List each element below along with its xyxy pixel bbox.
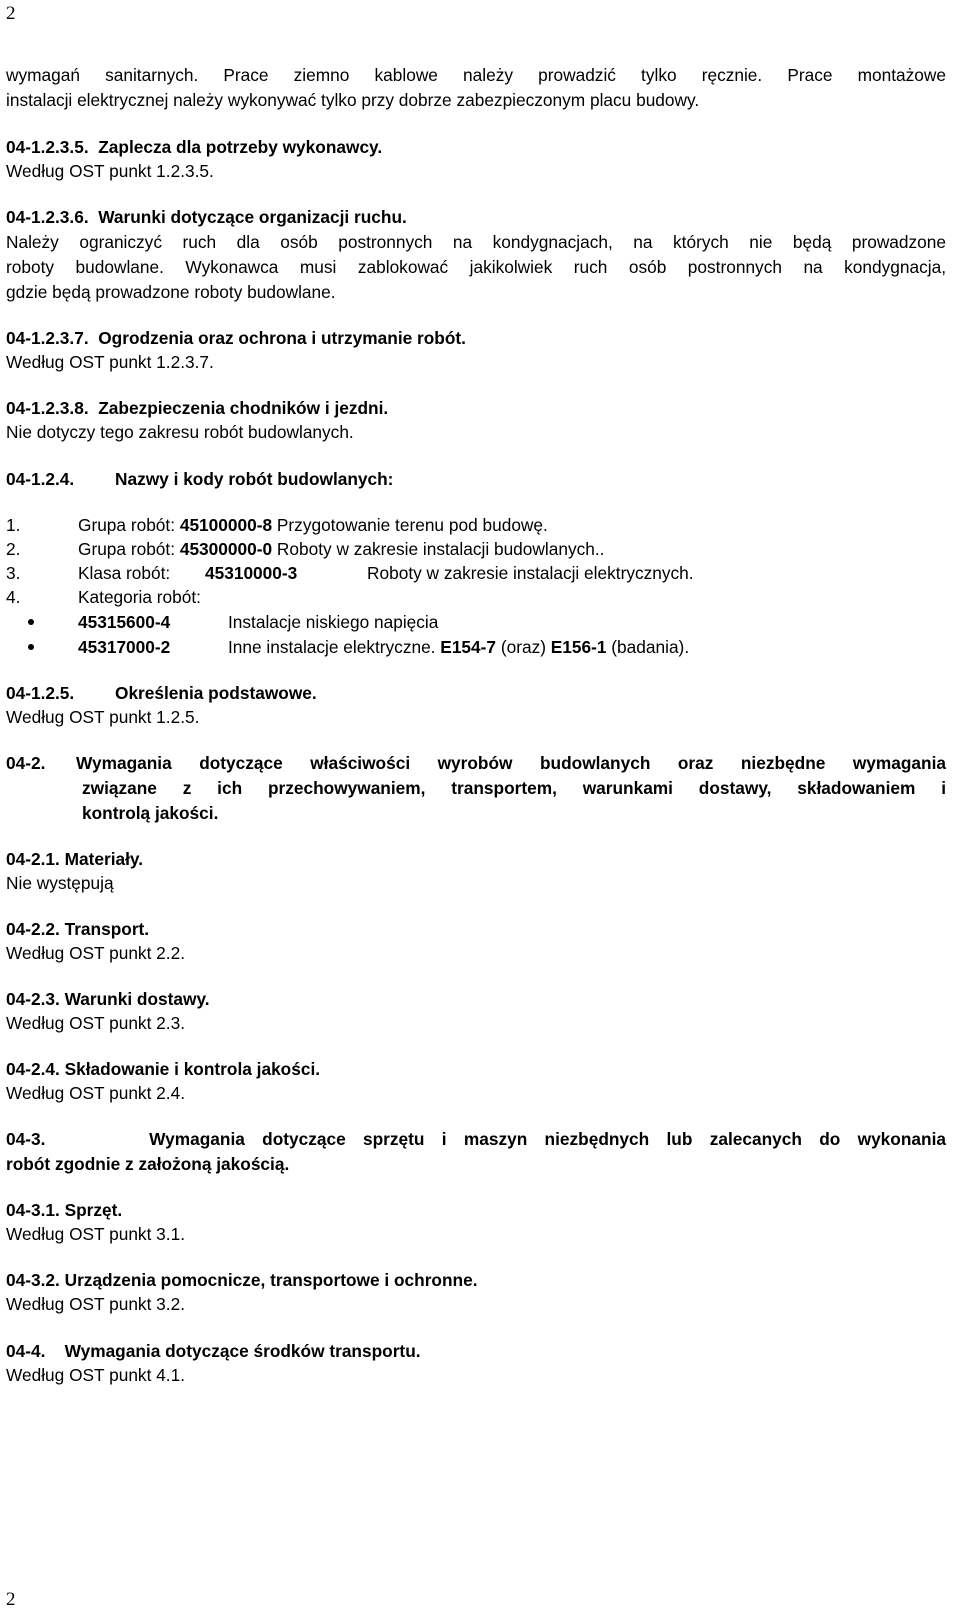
section-title-2-line-1: Wymagania dotyczące właściwości wyrobów budowlanych oraz niezbędne wymagania xyxy=(76,753,946,773)
intro-line-1: wymagań sanitarnych. Prace ziemno kablowe należy prowadzić tylko ręcznie. Prace montażowe xyxy=(6,65,946,85)
page-number-top: 2 xyxy=(6,3,16,24)
section-text-24: Według OST punkt 2.4. xyxy=(6,1083,185,1103)
section-heading-24: 04-2.4. Składowanie i kontrola jakości. xyxy=(6,1059,321,1079)
section-heading-3-line-1: 04-3. Wymagania dotyczące sprzętu i maszyn niezbędnych lub zalecanych do wykonania xyxy=(6,1129,946,1149)
section-text-1236-line-2: roboty budowlane. Wykonawca musi zablokować jakikolwiek ruch osób postronnych na kondygnacja, xyxy=(6,257,946,277)
bullet-code-3: E156-1 xyxy=(550,637,607,657)
section-text-1236-line-1: Należy ograniczyć ruch dla osób postronnych na kondygnacjach, na których nie będą prowadzone xyxy=(6,232,946,252)
section-heading-23: 04-2.3. Warunki dostawy. xyxy=(6,989,210,1009)
bullet-code: 45317000-2 xyxy=(78,637,171,657)
page-number-bottom: 2 xyxy=(6,1589,16,1610)
section-heading-21: 04-2.1. Materiały. xyxy=(6,849,144,869)
bullet-desc: Instalacje niskiego napięcia xyxy=(228,612,439,632)
list-label: Klasa robót: xyxy=(78,563,171,583)
list-number: 4. xyxy=(6,587,21,607)
section-text-1236-line-3: gdzie będą prowadzone roboty budowlane. xyxy=(6,282,336,302)
bullet-code-2: E154-7 xyxy=(440,637,497,657)
section-text-23: Według OST punkt 2.3. xyxy=(6,1013,185,1033)
bullet-desc: Inne instalacje elektryczne. xyxy=(228,637,441,657)
section-heading-1236: 04-1.2.3.6. Warunki dotyczące organizacji ruchu. xyxy=(6,207,407,227)
heading-number: 04-1.2.5. xyxy=(6,683,75,703)
section-text-32: Według OST punkt 3.2. xyxy=(6,1294,185,1314)
heading-number: 04-2. xyxy=(6,753,46,773)
list-code: 45300000-0 xyxy=(179,539,273,559)
section-heading-1235: 04-1.2.3.5. Zaplecza dla potrzeby wykonawcy. xyxy=(6,137,383,157)
section-text-1237: Według OST punkt 1.2.3.7. xyxy=(6,352,214,372)
list-desc: Przygotowanie terenu pod budowę. xyxy=(272,515,548,535)
section-heading-22: 04-2.2. Transport. xyxy=(6,919,150,939)
section-text-31: Według OST punkt 3.1. xyxy=(6,1224,185,1244)
heading-number: 04-1.2.4. xyxy=(6,469,75,489)
bullet-icon xyxy=(28,619,34,625)
section-text-22: Według OST punkt 2.2. xyxy=(6,943,185,963)
heading-title: Nazwy i kody robót budowlanych: xyxy=(115,469,394,489)
list-label: Kategoria robót: xyxy=(78,587,201,607)
list-desc: Roboty w zakresie instalacji elektrycznych. xyxy=(367,563,694,583)
heading-title: Określenia podstawowe. xyxy=(115,683,317,703)
section-heading-1237: 04-1.2.3.7. Ogrodzenia oraz ochrona i utrzymanie robót. xyxy=(6,328,466,348)
list-code: 45310000-3 xyxy=(205,563,298,583)
list-number: 1. xyxy=(6,515,21,535)
section-title-2-line-3: kontrolą jakości. xyxy=(82,803,219,823)
list-number: 2. xyxy=(6,539,21,559)
list-label: Grupa robót: xyxy=(78,539,180,559)
section-heading-32: 04-3.2. Urządzenia pomocnicze, transportowe i ochronne. xyxy=(6,1270,478,1290)
section-text-1238: Nie dotyczy tego zakresu robót budowlanych. xyxy=(6,422,354,442)
list-label: Grupa robót: xyxy=(78,515,180,535)
section-heading-4: 04-4. Wymagania dotyczące środków transportu. xyxy=(6,1341,421,1361)
section-heading-31: 04-3.1. Sprzęt. xyxy=(6,1200,123,1220)
section-title-2-line-2: związane z ich przechowywaniem, transportem, warunkami dostawy, składowaniem i xyxy=(82,778,946,798)
section-heading-3-line-2: robót zgodnie z założoną jakością. xyxy=(6,1154,290,1174)
section-text-1235: Według OST punkt 1.2.3.5. xyxy=(6,161,214,181)
bullet-desc-3: (badania). xyxy=(606,637,690,657)
section-text-125: Według OST punkt 1.2.5. xyxy=(6,707,200,727)
list-number: 3. xyxy=(6,563,21,583)
bullet-icon xyxy=(28,644,34,650)
section-text-21: Nie występują xyxy=(6,873,114,893)
list-code: 45100000-8 xyxy=(179,515,273,535)
bullet-desc-2: (oraz) xyxy=(496,637,551,657)
bullet-code: 45315600-4 xyxy=(78,612,171,632)
list-desc: Roboty w zakresie instalacji budowlanych.. xyxy=(272,539,605,559)
intro-line-2: instalacji elektrycznej należy wykonywać tylko przy dobrze zabezpieczonym placu budowy. xyxy=(6,90,700,110)
section-heading-1238: 04-1.2.3.8. Zabezpieczenia chodników i jezdni. xyxy=(6,398,389,418)
section-text-4: Według OST punkt 4.1. xyxy=(6,1365,185,1385)
